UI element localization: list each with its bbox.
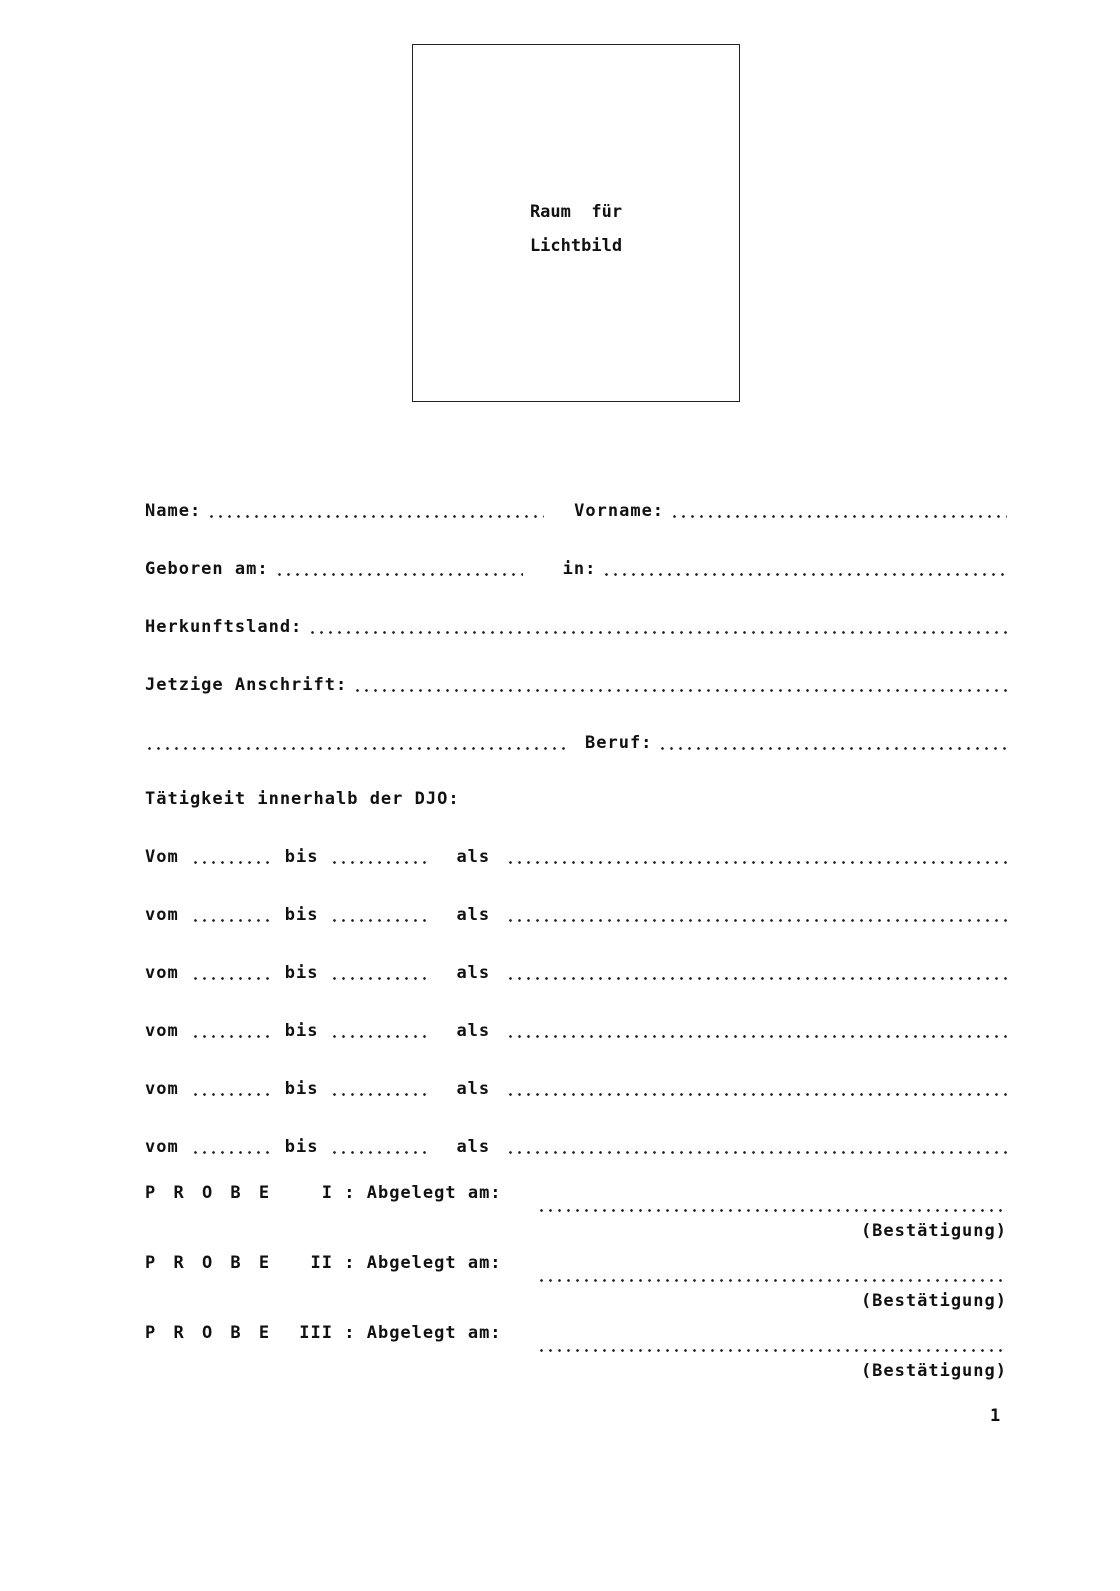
to-label: bis [284, 1021, 319, 1041]
role-field[interactable] [506, 1135, 1007, 1159]
photo-placeholder-text [413, 195, 739, 263]
to-field[interactable] [330, 903, 430, 927]
to-label: bis [284, 963, 319, 983]
vorname-field[interactable] [670, 499, 1007, 523]
address-field[interactable] [353, 673, 1007, 697]
probe-1-label [145, 1181, 502, 1205]
probe-3-confirmation: (Bestätigung) [860, 1361, 1007, 1381]
from-field[interactable] [191, 903, 273, 927]
probe-2-confirmation: (Bestätigung) [860, 1291, 1007, 1311]
role-field[interactable] [506, 1019, 1007, 1043]
probe-2-date-field[interactable] [537, 1263, 1007, 1287]
profession-field[interactable] [658, 731, 1007, 755]
role-field[interactable] [506, 845, 1007, 869]
to-field[interactable] [330, 1019, 430, 1043]
probe-date-label: : Abgelegt am: [344, 1323, 502, 1343]
to-label: bis [284, 905, 319, 925]
address-row [145, 673, 1007, 697]
to-field[interactable] [330, 1135, 430, 1159]
birthdate-field[interactable] [275, 557, 523, 581]
activity-heading-row [145, 787, 1007, 811]
from-label: Vom [145, 847, 179, 867]
name-row [145, 499, 1007, 523]
from-label: vom [145, 905, 179, 925]
address-field-continued[interactable] [145, 731, 571, 755]
to-field[interactable] [330, 961, 430, 985]
activity-heading: Tätigkeit innerhalb der DJO: [145, 789, 460, 809]
address-cont-row [145, 731, 1007, 755]
probe-date-label: : Abgelegt am: [344, 1253, 502, 1273]
role-label: als [456, 847, 491, 867]
probe-title: P R O B E [145, 1253, 274, 1273]
role-field[interactable] [506, 903, 1007, 927]
probe-date-label: : Abgelegt am: [344, 1183, 502, 1203]
from-field[interactable] [191, 1077, 273, 1101]
from-field[interactable] [191, 1019, 273, 1043]
to-field[interactable] [330, 1077, 430, 1101]
birthplace-field[interactable] [602, 557, 1007, 581]
from-field[interactable] [191, 961, 273, 985]
probe-number: II [310, 1253, 333, 1273]
photo-label-line1: Raum für [529, 202, 623, 222]
from-label: vom [145, 1079, 179, 1099]
probe-title: P R O B E [145, 1183, 274, 1203]
name-field[interactable] [207, 499, 544, 523]
probe-3-date-field[interactable] [537, 1333, 1007, 1357]
probe-2-label [145, 1251, 502, 1275]
address-label: Jetzige Anschrift: [145, 675, 348, 695]
role-label: als [456, 905, 491, 925]
activity-row [145, 1019, 1007, 1043]
probe-1-date-field[interactable] [537, 1193, 1007, 1217]
to-field[interactable] [330, 845, 430, 869]
activity-row [145, 845, 1007, 869]
activity-row [145, 1135, 1007, 1159]
to-label: bis [284, 1079, 319, 1099]
from-label: vom [145, 1021, 179, 1041]
role-label: als [456, 1137, 491, 1157]
to-label: bis [284, 1137, 319, 1157]
birthdate-label: Geboren am: [145, 559, 269, 579]
from-field[interactable] [191, 845, 273, 869]
origin-country-field[interactable] [308, 615, 1007, 639]
activity-row [145, 903, 1007, 927]
from-label: vom [145, 1137, 179, 1157]
photo-label-line2: Lichtbild [529, 236, 623, 256]
to-label: bis [284, 847, 319, 867]
vorname-label: Vorname: [574, 501, 665, 521]
activity-row [145, 1077, 1007, 1101]
birthplace-label: in: [562, 559, 597, 579]
probe-3-label [145, 1321, 502, 1345]
name-label: Name: [145, 501, 202, 521]
role-label: als [456, 1079, 491, 1099]
probe-1-confirmation: (Bestätigung) [860, 1221, 1007, 1241]
origin-country-row [145, 615, 1007, 639]
origin-country-label: Herkunftsland: [145, 617, 303, 637]
probe-number: III [299, 1323, 333, 1343]
birth-row [145, 557, 1007, 581]
role-label: als [456, 1021, 491, 1041]
photo-placeholder-box [412, 44, 740, 402]
from-field[interactable] [191, 1135, 273, 1159]
role-field[interactable] [506, 961, 1007, 985]
probe-number: I [321, 1183, 333, 1203]
profession-label: Beruf: [585, 733, 653, 753]
role-label: als [456, 963, 491, 983]
from-label: vom [145, 963, 179, 983]
probe-title: P R O B E [145, 1323, 274, 1343]
page-number: 1 [990, 1406, 1001, 1426]
activity-row [145, 961, 1007, 985]
role-field[interactable] [506, 1077, 1007, 1101]
